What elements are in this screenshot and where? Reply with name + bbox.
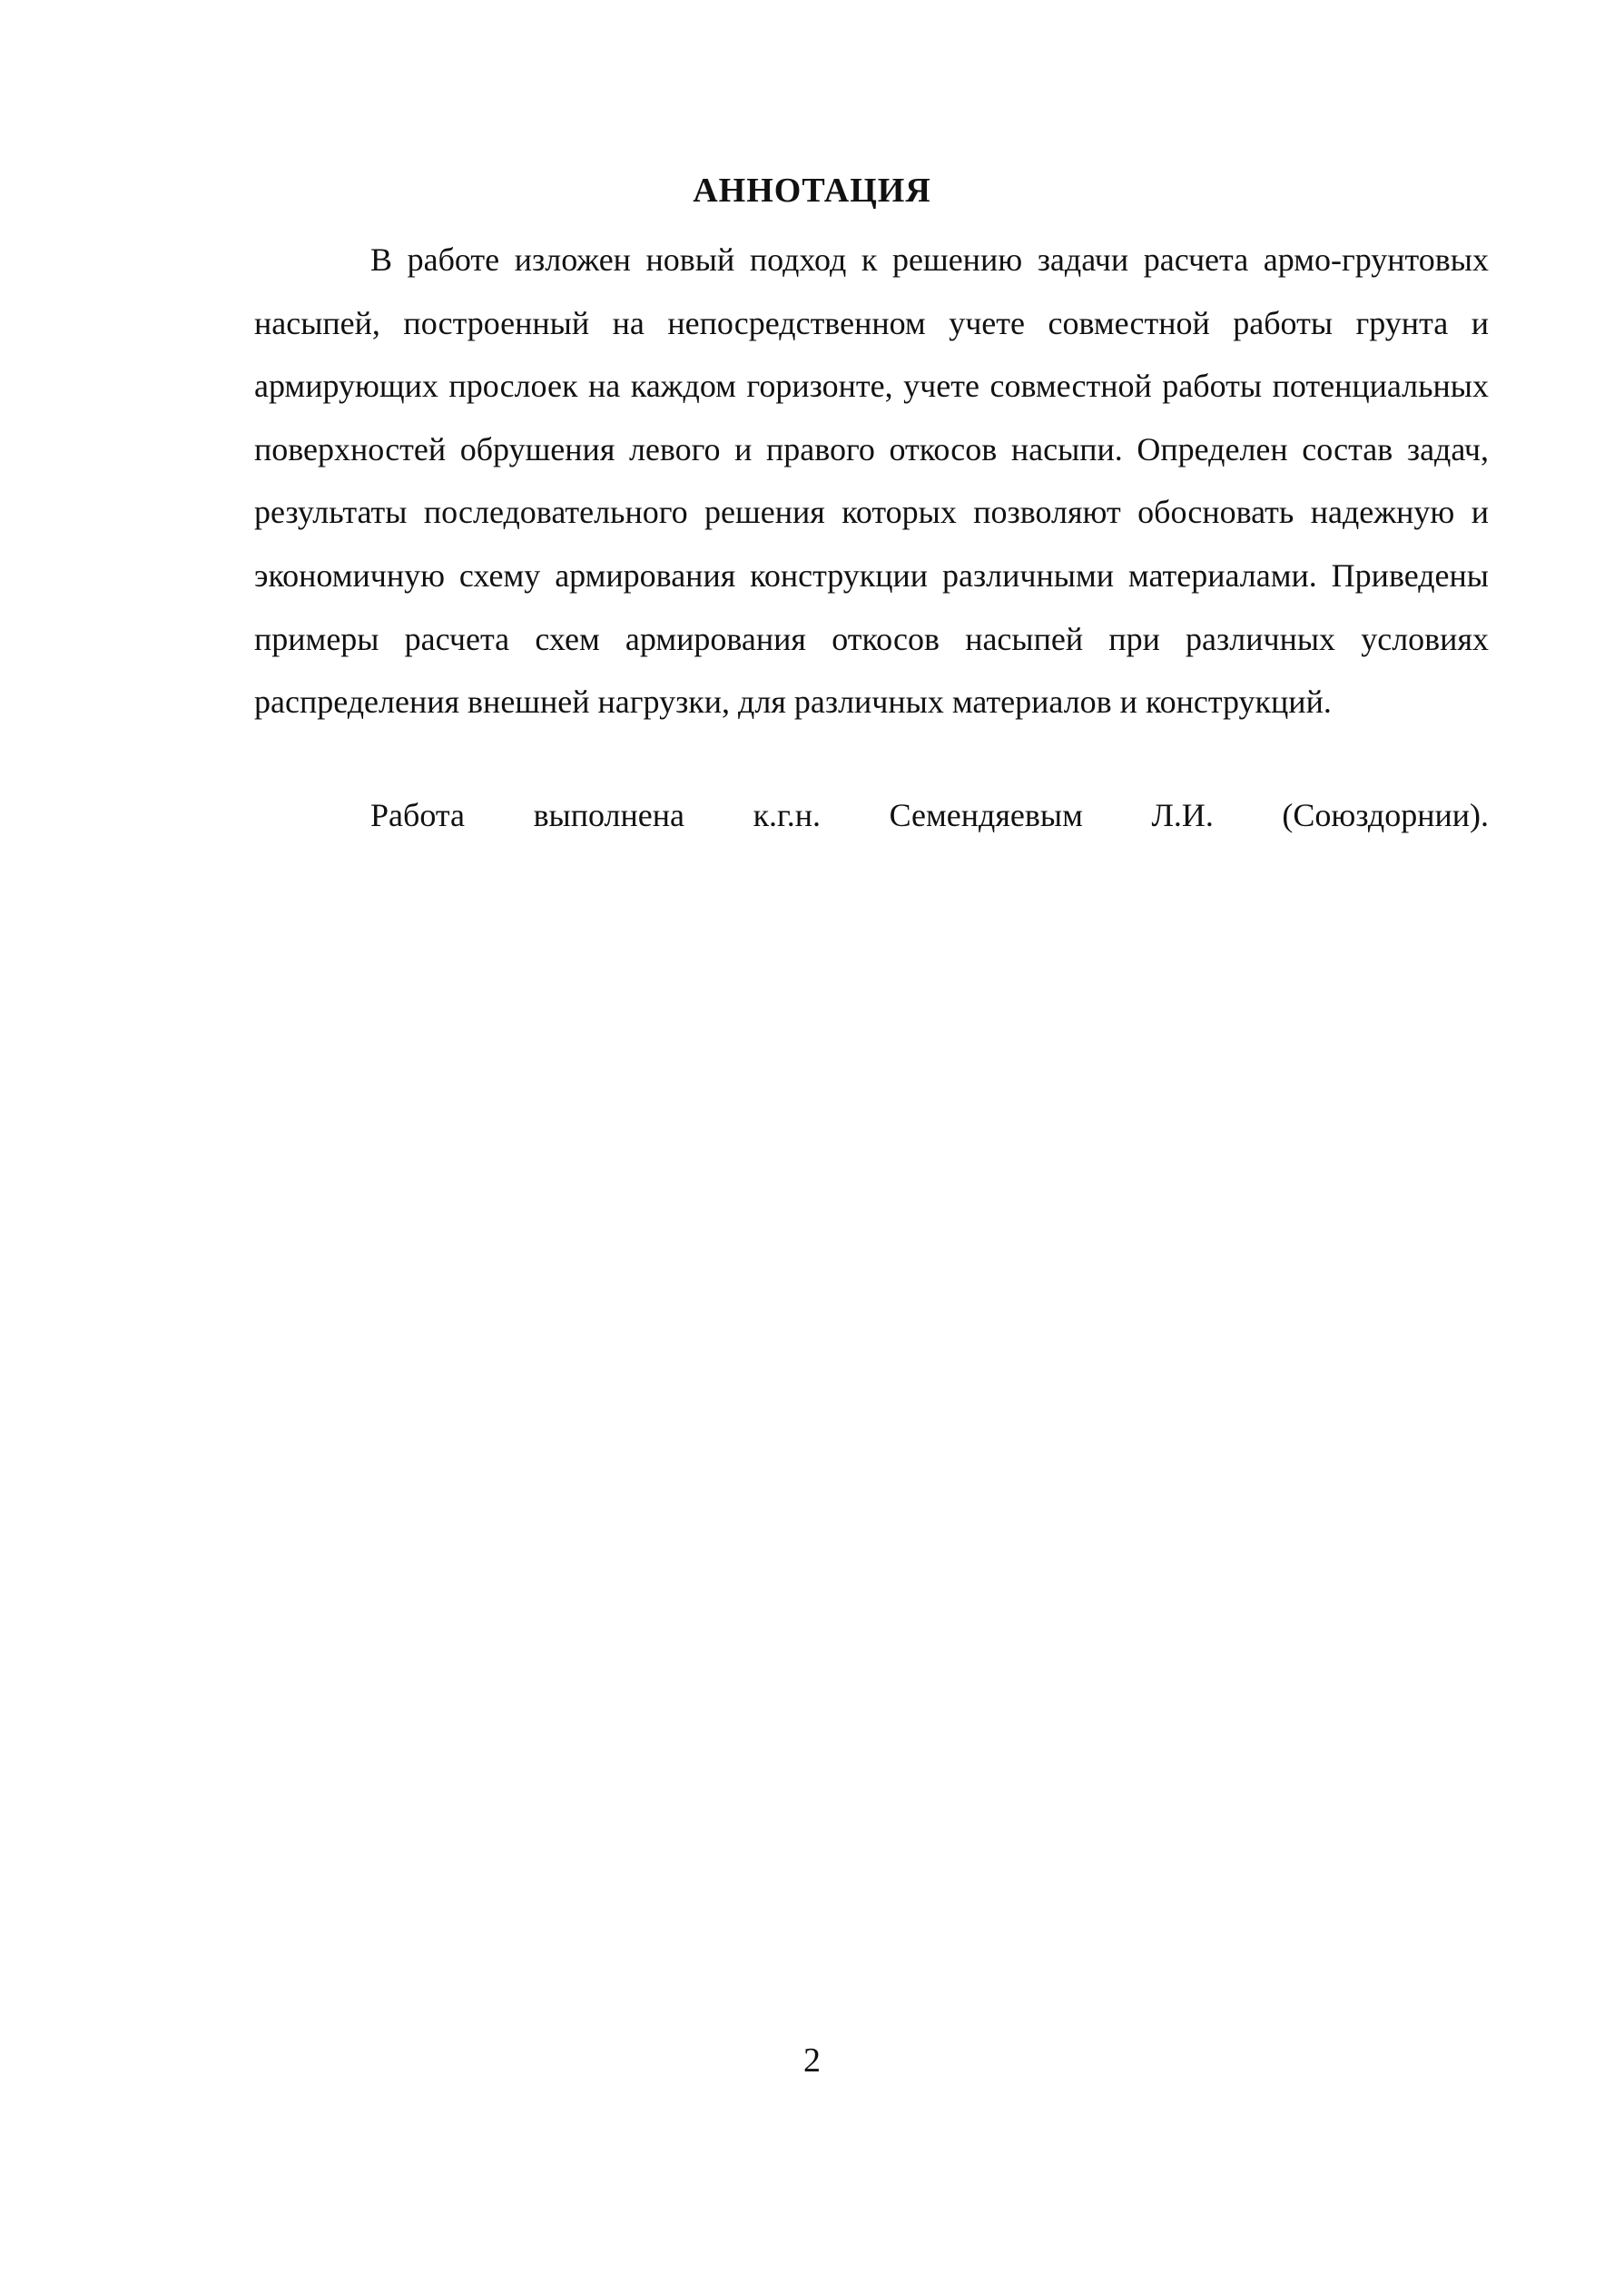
author-organization: (Союздорнии). — [1282, 797, 1489, 833]
abstract-paragraph: В работе изложен новый подход к решению задачи расчета армо-грунтовых насыпей, построенный на непосредственном учете совместной работы грунта и армирующих прослоек на каждом горизонте, учете совместной работы потенциальных поверхностей обрушения левого и правого откосов насыпи. Определен состав задач, результаты последовательного решения которых позволяют обосновать надежную и экономичную схему армирования конструкции различными материалами. Приведены примеры расчета схем армирования откосов насыпей при различных условиях распределения внешней нагрузки, для различных материалов и конструкций. — [254, 241, 1489, 721]
document-title: АННОТАЦИЯ — [693, 172, 931, 210]
page-number: 2 — [803, 2041, 821, 2080]
author-credit-line — [370, 788, 1489, 842]
author-word-2: выполнена — [533, 797, 684, 833]
author-surname: Семендяевым — [889, 797, 1083, 833]
author-initials: Л.И. — [1151, 797, 1214, 833]
author-degree: к.г.н. — [753, 797, 822, 833]
author-word-1: Работа — [370, 797, 465, 833]
